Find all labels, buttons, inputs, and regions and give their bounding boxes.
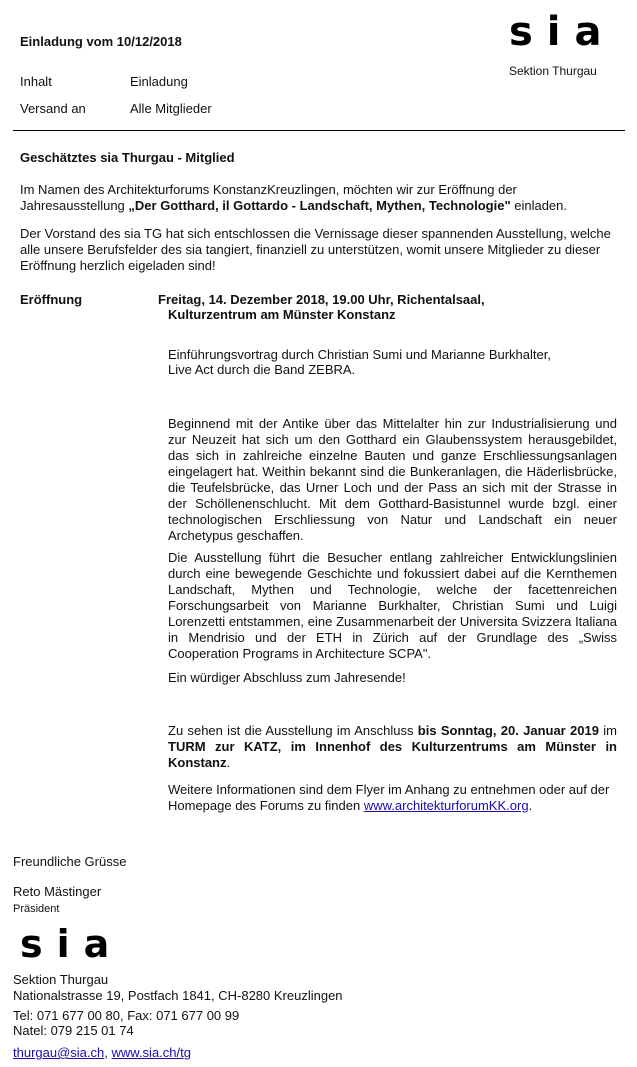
footer-links xyxy=(13,1045,191,1061)
description-paragraph-2: Die Ausstellung führt die Besucher entlang zahlreicher Entwicklungslinien durch eine bewegende Geschichte und fokussiert dabei auf die Kernthemen Landschaft, Mythen und Technologie, welche der facettenreichen Forschungsarbeit von Marianne Burkhalter, Christian Sumi und Luigi Lorenzetti entstammen, eine Zusammenarbeit der Universita Svizzera Italiana in Mendrisio und der ETH in Zürich auf der Grundlage des „Swiss Cooperation Programs in Architecture SCPA". xyxy=(168,550,617,661)
dates-text: Zu sehen ist die Ausstellung im Anschluss xyxy=(168,723,418,738)
end-date: bis Sonntag, 20. Januar 2019 xyxy=(417,723,599,738)
forum-website-link[interactable]: www.architekturforumKK.org xyxy=(363,798,529,813)
program-line-1: Einführungsvortrag durch Christian Sumi und Marianne Burkhalter, xyxy=(168,347,551,362)
link-separator: , xyxy=(104,1045,108,1060)
event-date: Freitag, 14. Dezember 2018, 19.00 Uhr, Richentalsaal, xyxy=(158,292,485,307)
divider xyxy=(13,130,625,131)
sia-website-link[interactable]: www.sia.ch/tg xyxy=(111,1045,191,1060)
footer-address: Nationalstrasse 19, Postfach 1841, CH-8280 Kreuzlingen xyxy=(13,988,343,1003)
meta-value-inhalt: Einladung xyxy=(130,74,188,89)
footer-phone: Tel: 071 677 00 80, Fax: 071 677 00 99 xyxy=(13,1008,240,1023)
info-paragraph xyxy=(168,782,617,814)
intro-paragraph xyxy=(20,182,620,214)
email-link[interactable]: thurgau@sia.ch xyxy=(13,1045,105,1060)
signer-role: Präsident xyxy=(13,903,60,915)
page-title: Einladung vom 10/12/2018 xyxy=(20,34,182,49)
event-label: Eröffnung xyxy=(20,292,83,307)
dates-text-end: . xyxy=(226,755,231,770)
salutation: Geschätztes sia Thurgau - Mitglied xyxy=(20,150,235,165)
program-line-2: Live Act durch die Band ZEBRA. xyxy=(168,362,356,377)
event-location: Kulturzentrum am Münster Konstanz xyxy=(168,307,396,322)
description-paragraph-1: Beginnend mit der Antike über das Mittelalter hin zur Industrialisierung und zur Neuzeit hat sich um den Gotthard ein Glaubenssystem herausgebildet, das sich in zahlreiche einzelne Bauten und ganze Erschliessungsanlagen eingelagert hat. Weithin bekannt sind die Bunkeranlagen, die Häderlisbrücke, die Teufelsbrücke, das Urner Loch und der Pass an sich mit der Strasse in der Schöllenenschlucht. Mit dem Gotthard-Basistunnel wurde bzgl. einer technologischen Erschliessung von Natur und Landschaft ein neuer Archetypus geschaffen. xyxy=(168,416,617,543)
closing-greeting: Freundliche Grüsse xyxy=(13,854,127,869)
info-text-end: . xyxy=(528,798,533,813)
signer-name: Reto Mästinger xyxy=(13,884,102,899)
section-label: Sektion Thurgau xyxy=(509,64,597,78)
meta-label-versand: Versand an xyxy=(20,101,86,116)
meta-label-inhalt: Inhalt xyxy=(20,74,52,89)
exhibition-title: „Der Gotthard, il Gottardo - Landschaft, Mythen, Technologie" xyxy=(128,198,511,213)
intro-text-end: einladen. xyxy=(510,198,568,213)
dates-text-mid: im xyxy=(598,723,617,738)
sia-logo-footer: sia xyxy=(20,922,124,966)
venue: TURM zur KATZ, im Innenhof des Kulturzentrums am Münster in Konstanz xyxy=(168,739,617,770)
intro-text: Im Namen des Architekturforums KonstanzKreuzlingen, möchten wir zur Eröffnung der Jahresausstellung xyxy=(20,182,517,213)
sia-logo: sia xyxy=(509,9,616,55)
footer-section: Sektion Thurgau xyxy=(13,972,109,987)
board-paragraph: Der Vorstand des sia TG hat sich entschlossen die Vernissage dieser spannenden Ausstellung, welche alle unsere Berufsfelder des sia tangiert, finanziell zu unterstützen, womit unsere Mitglieder zu dieser Eröffnung herzlich eigeladen sind! xyxy=(20,226,611,273)
footer-mobile: Natel: 079 215 01 74 xyxy=(13,1023,134,1038)
info-text: Weitere Informationen sind dem Flyer im Anhang zu entnehmen oder auf der Homepage des Forums zu finden xyxy=(168,782,610,813)
meta-value-versand: Alle Mitglieder xyxy=(130,101,212,116)
exhibition-dates-paragraph xyxy=(168,723,617,771)
description-paragraph-3: Ein würdiger Abschluss zum Jahresende! xyxy=(168,670,406,685)
